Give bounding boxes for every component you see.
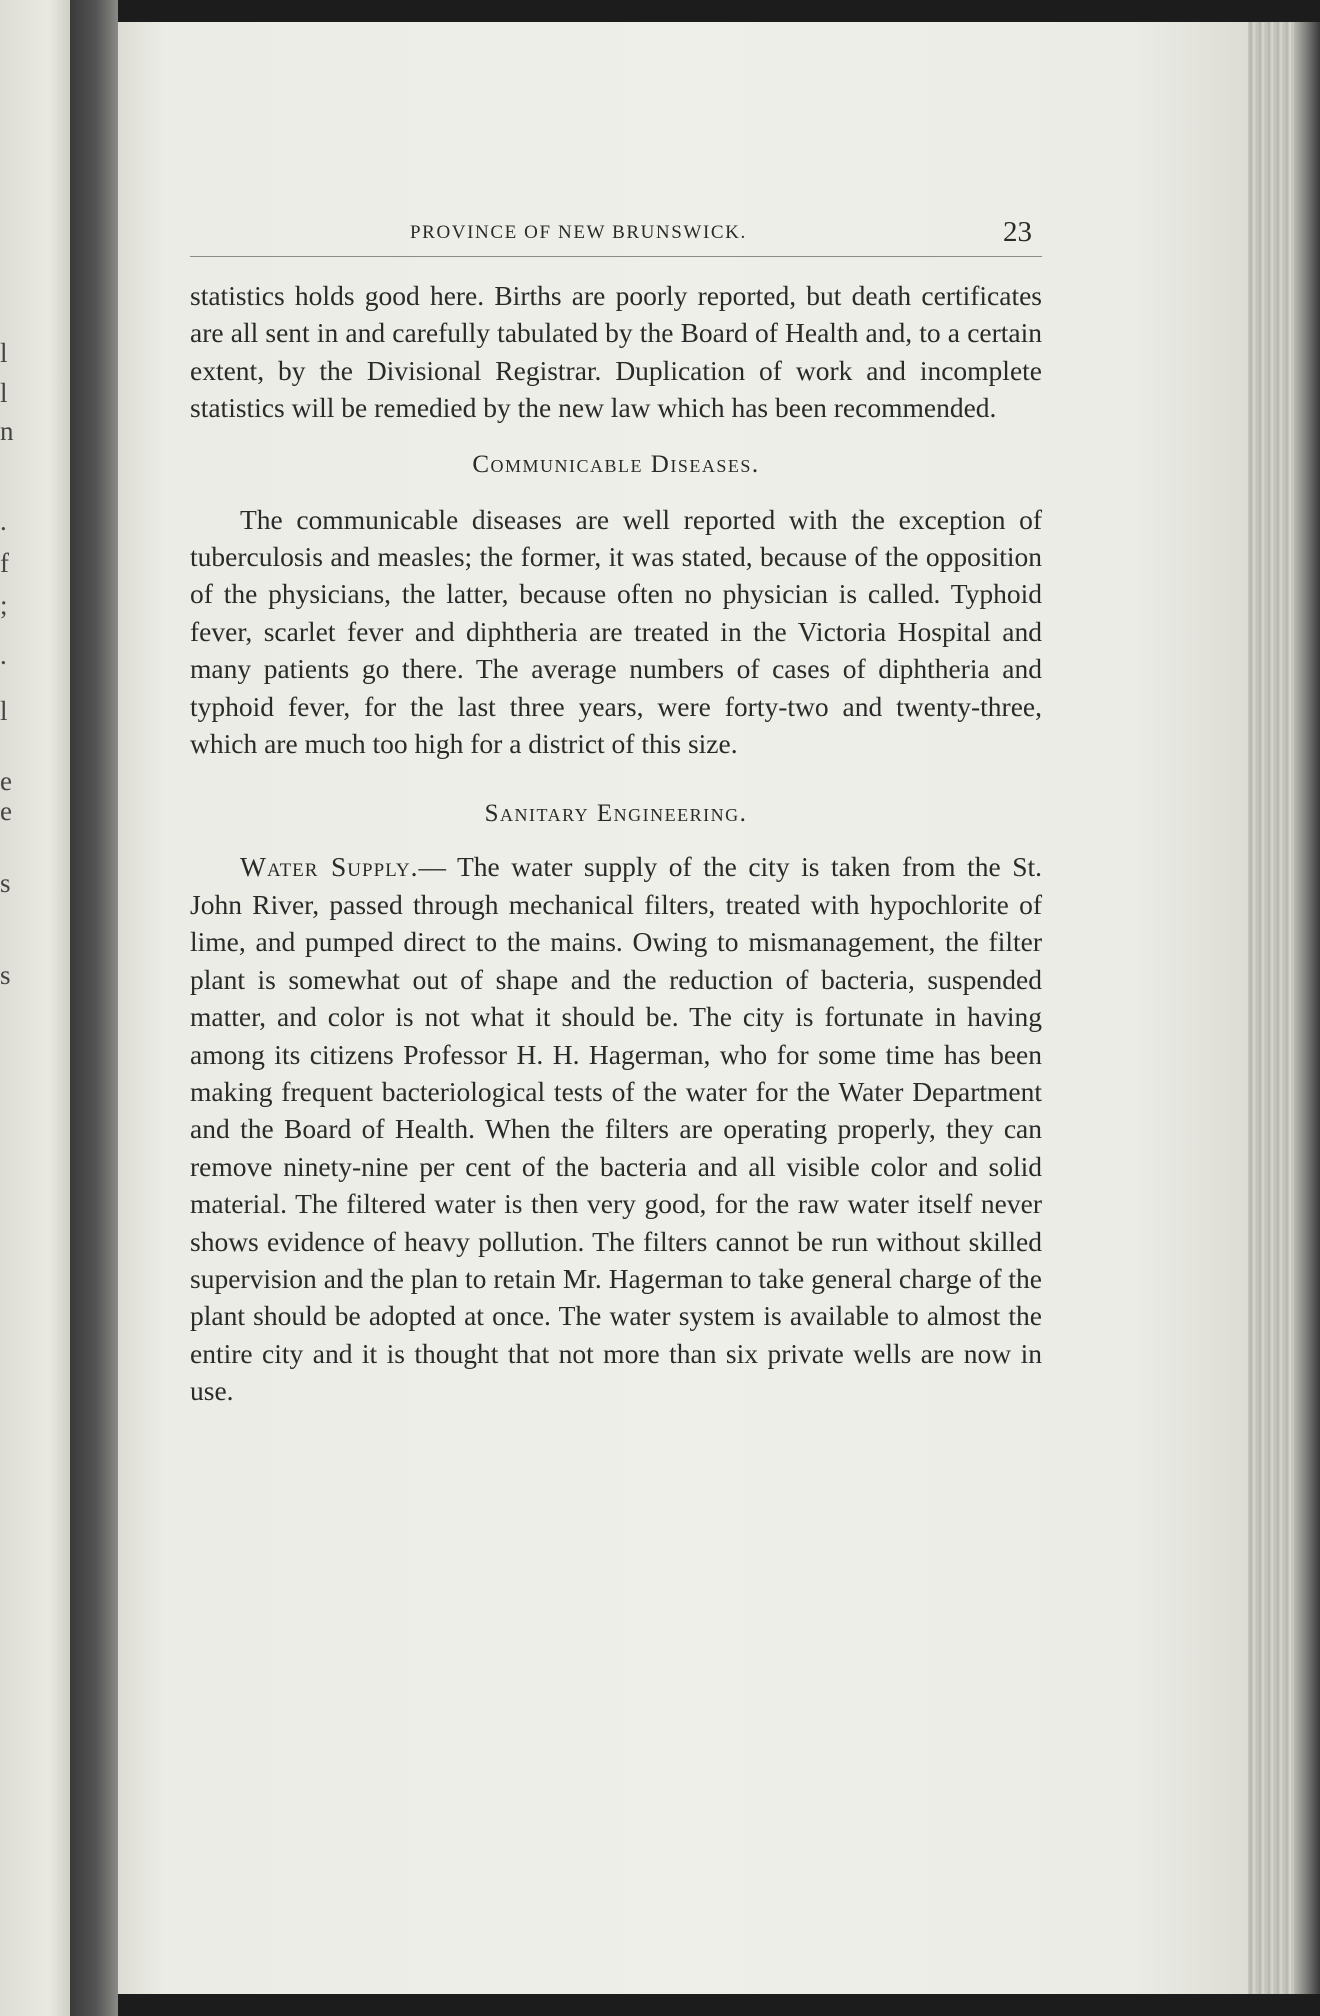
body-paragraph: statistics holds good here. Births are poorly reported, but death certificates are all sent in and carefully tabulated by the Board of Health and, to a certain extent, by the Divisional Registrar. Duplication of work and incomplete statistics will be remedied by the new law which has been recommended.	[190, 280, 1042, 424]
previous-page-fragment: .	[0, 640, 7, 670]
previous-page-fragment: e	[0, 796, 12, 826]
page-header	[190, 216, 1042, 257]
page-stack-edge	[1248, 22, 1320, 1994]
previous-page-fragment: .	[0, 506, 7, 536]
body-paragraph	[190, 848, 1042, 1409]
previous-page-fragment: f	[0, 548, 9, 578]
previous-page-fragment: s	[0, 960, 11, 990]
page-content	[190, 216, 1042, 1410]
page-number: 23	[1003, 216, 1032, 248]
body-paragraph: The communicable diseases are well reported with the exception of tuberculosis and measles; the former, it was stated, because of the opposition of the physicians, the latter, because often no physician is called. Typhoid fever, scarlet fever and diphtheria are treated in the Victoria Hospital and many patients go there. The average numbers of cases of diphtheria and typhoid fever, for the last three years, were forty-two and twenty-three, which are much too high for a district of this size.	[190, 503, 1042, 760]
previous-page-fragment: s	[0, 868, 11, 898]
running-head: PROVINCE OF NEW BRUNSWICK.	[410, 222, 747, 243]
previous-page-fragment: n	[0, 416, 14, 446]
previous-page-fragment: e	[0, 766, 12, 796]
previous-page-fragment: l	[0, 378, 8, 408]
previous-page-fragment: l	[0, 696, 8, 726]
paragraph-lead-in: Water Supply.	[240, 851, 419, 883]
paragraph-text: — The water supply of the city is taken from the St. John River, passed through mechanical filters, treated with hypochlorite of lime, and pumped direct to the mains. Owing to mismanagement, the filter plant is somewhat out of shape and the reduction of bacteria, suspended matter, and color is not what it should be. The city is fortunate in having among its citizens Professor H. H. Hagerman, who for some time has been making frequent bacteriological tests of the water for the Water Department and the Board of Health. When the filters are operating properly, they can remove ninety-nine per cent of the bacteria and all visible color and solid material. The filtered water is then very good, for the raw water itself never shows evidence of heavy pollution. The filters cannot be run without skilled supervision and the plan to retain Mr. Hagerman to take general charge of the plant should be adopted at once. The water system is available to almost the entire city and it is thought that not more than six private wells are now in use.	[190, 851, 1043, 1407]
section-heading: Sanitary Engineering.	[484, 800, 748, 828]
section-heading: Communicable Diseases.	[472, 450, 760, 478]
previous-page-edge	[0, 0, 70, 2016]
previous-page-fragment: ;	[0, 590, 8, 620]
book-gutter	[70, 0, 118, 2016]
previous-page-fragment: l	[0, 338, 8, 368]
